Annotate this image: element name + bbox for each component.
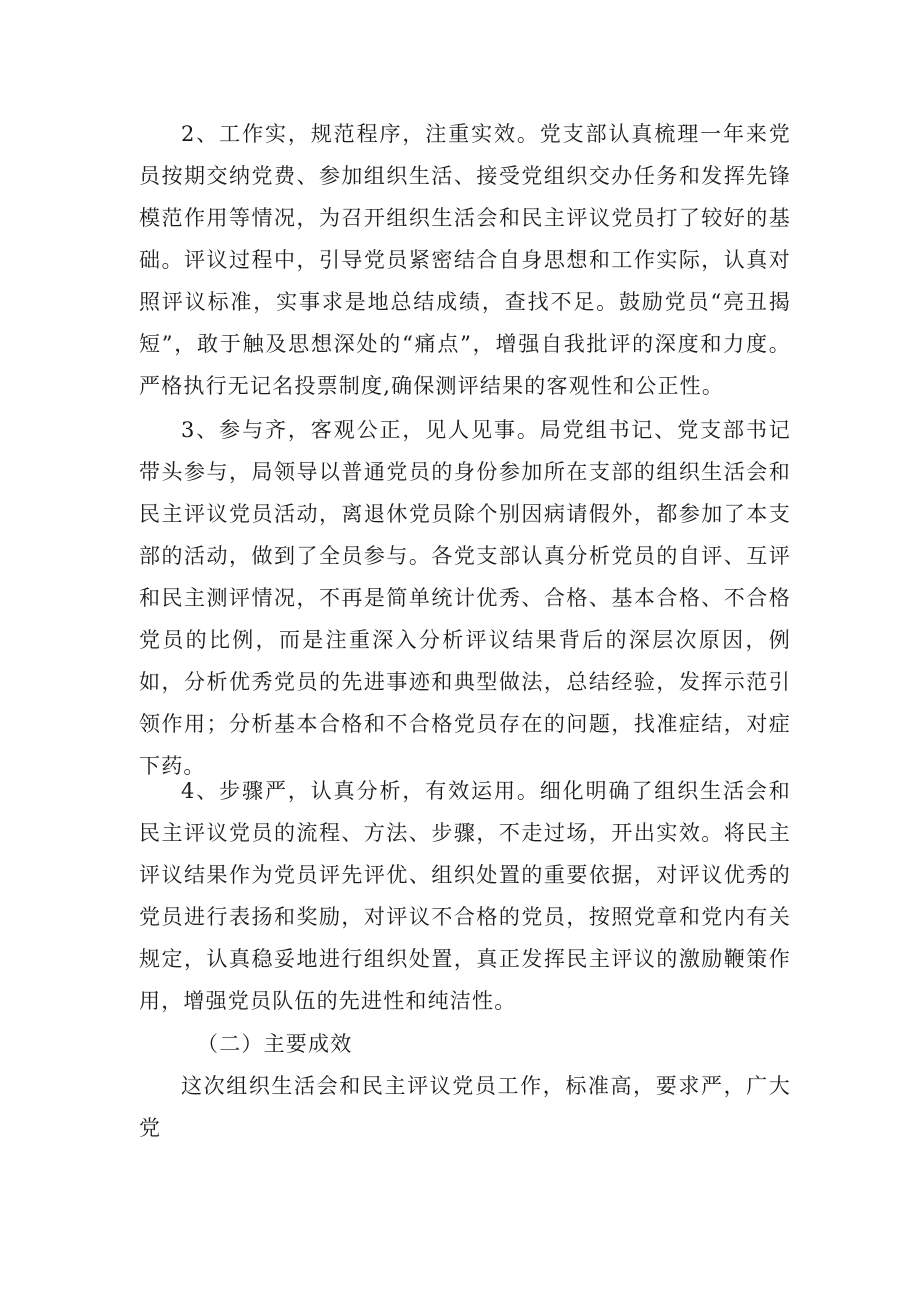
paragraph-strict-steps: 4、步骤严，认真分析，有效运用。细化明确了组织生活会和民主评议党员的流程、方法、步骤，不走过场，开出实效。将民主评议结果作为党员评先评优、组织处置的重要依据，对评议优秀的党员进行表扬和奖励，对评议不合格的党员，按照党章和党内有关规定，认真稳妥地进行组织处置，真正发挥民主评议的激励鞭策作用，增强党员队伍的先进性和纯洁性。 — [139, 779, 791, 1013]
paragraph-closing: 这次组织生活会和民主评议党员工作，标准高，要求严，广大党 — [139, 1074, 791, 1140]
document-page — [139, 0, 791, 1301]
paragraph-work-solid: 2、工作实，规范程序，注重实效。党支部认真梳理一年来党员按期交纳党费、参加组织生活、接受党组织交办任务和发挥先锋模范作用等情况，为召开组织生活会和民主评议党员打了较好的基础。评议过程中，引导党员紧密结合自身思想和工作实际，认真对照评议标准，实事求是地总结成绩，查找不足。鼓励党员“亮丑揭短”，敢于触及思想深处的“痛点”，增强自我批评的深度和力度。严格执行无记名投票制度,确保测评结果的客观性和公正性。 — [139, 122, 791, 398]
section-subheading: （二）主要成效 — [197, 1032, 353, 1056]
paragraph-full-participation: 3、参与齐，客观公正，见人见事。局党组书记、党支部书记带头参与，局领导以普通党员的身份参加所在支部的组织生活会和民主评议党员活动，离退休党员除个别因病请假外，都参加了本支部的活动，做到了全员参与。各党支部认真分析党员的自评、互评和民主测评情况，不再是简单统计优秀、合格、基本合格、不合格党员的比例，而是注重深入分析评议结果背后的深层次原因，例如，分析优秀党员的先进事迹和典型做法，总结经验，发挥示范引领作用；分析基本合格和不合格党员存在的问题，找准症结，对症下药。 — [139, 418, 791, 778]
